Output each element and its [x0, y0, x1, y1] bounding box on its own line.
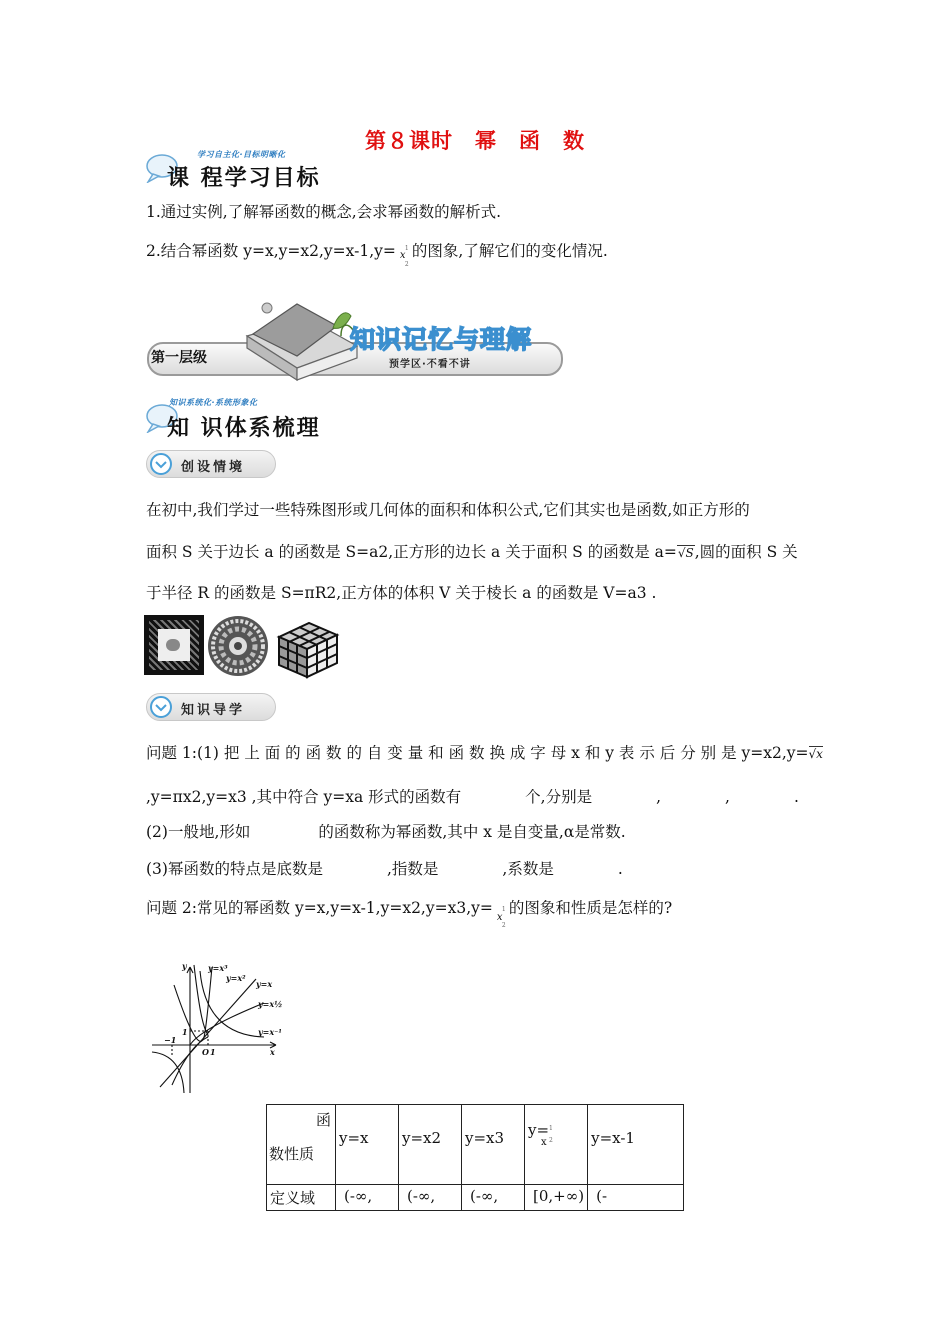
q1-exponent: ,指数是: [386, 860, 439, 878]
properties-table: [266, 1104, 684, 1211]
level-banner: [145, 296, 563, 382]
comma: ,: [656, 788, 662, 806]
pill-situation: [146, 450, 276, 478]
q1-line-3-text: (2)一般地,形如: [146, 823, 251, 841]
section-subtitle: 学习自主化·目标明晰化: [197, 150, 286, 159]
table-cell: (-: [588, 1185, 684, 1211]
table-cell: (-∞,: [462, 1185, 525, 1211]
power-half-expression: [396, 241, 412, 268]
intro-line-2-end: ,圆的面积 S 关: [694, 543, 798, 561]
q1-line-4-text: (3)幂函数的特点是底数是: [146, 860, 323, 878]
power-half-expression: [493, 898, 509, 929]
frac-num: 1: [549, 1125, 553, 1132]
intro-line-3: 于半径 R 的函数是 S=πR2,正方体的体积 V 关于棱长 a 的函数是 V=a3 .: [146, 584, 657, 602]
section-title: 课 程学习目标: [167, 166, 321, 191]
frac-den: 2: [501, 922, 506, 929]
power-base: x: [496, 912, 503, 923]
table-header-cell: [525, 1105, 588, 1185]
intro-line-2: [146, 542, 798, 563]
intro-line-2-text: 面积 S 关于边长 a 的函数是 S=a2,正方形的边长 a 关于面积 S 的函数是 a=: [146, 543, 677, 561]
label-y-x2: y=x²: [226, 973, 246, 983]
book-icon: [237, 296, 367, 382]
pill-label: 创设情境: [181, 460, 246, 475]
label-y-sqrt: y=x½: [258, 999, 283, 1009]
q1-line-1: [146, 743, 823, 764]
comma: ,: [725, 788, 730, 806]
period: .: [793, 788, 799, 806]
label-y-x3: y=x³: [208, 963, 228, 973]
goal-1: 1.通过实例,了解幂函数的概念,会求幂函数的解析式.: [146, 203, 502, 221]
chevron-down-icon: [149, 452, 173, 476]
pill-label: 知识导学: [181, 703, 246, 718]
sqrt-x-expression: √x: [808, 747, 823, 761]
goal-2: [146, 241, 608, 268]
y-one-label: 1: [182, 1027, 188, 1037]
table-header-cell: y=x-1: [588, 1105, 684, 1185]
corner-top: 函: [315, 1111, 331, 1129]
image-paper-cut: [144, 615, 204, 675]
neg-one-label: −1: [164, 1035, 177, 1045]
x-one-label: 1: [210, 1047, 216, 1057]
row-label: 定义域: [267, 1185, 336, 1211]
table-cell: [0,+∞): [525, 1185, 588, 1211]
table-cell: (-∞,: [336, 1185, 399, 1211]
q1-line-3-end: 的函数称为幂函数,其中 x 是自变量,α是常数.: [318, 823, 626, 841]
sqrt-s: S: [685, 546, 694, 560]
period: .: [617, 860, 623, 878]
q1-line-1-text: 问题 1:(1) 把 上 面 的 函 数 的 自 变 量 和 函 数 换 成 字 母 x 和 y 表 示 后 分 别 是 y=x2,y=: [146, 744, 809, 762]
page-title: 第８课时 幂 函 数: [365, 129, 585, 153]
power-base: x: [541, 1137, 547, 1148]
frac-num: 1: [404, 245, 409, 252]
q1-line-2-count: 个,分别是: [525, 788, 593, 806]
table-header-row: [267, 1105, 684, 1185]
origin-label: O: [202, 1047, 209, 1057]
chevron-down-icon: [149, 695, 173, 719]
intro-line-1: 在初中,我们学过一些特殊图形或几何体的面积和体积公式,它们其实也是函数,如正方形的: [146, 501, 750, 519]
label-y-x: y=x: [256, 979, 273, 989]
banner-subtitle: 预学区·不看不讲: [389, 359, 471, 370]
table-header-cell: y=x3: [462, 1105, 525, 1185]
power-base: x: [399, 250, 406, 261]
q1-line-2-text: ,y=πx2,y=x3 ,其中符合 y=xa 形式的函数有: [146, 788, 462, 806]
q2-line: [146, 898, 673, 929]
sqrt-x: x: [816, 747, 823, 761]
table-header-cell: y=x: [336, 1105, 399, 1185]
label-y-inverse: y=x⁻¹: [258, 1027, 282, 1037]
table-cell: (-∞,: [399, 1185, 462, 1211]
q1-line-3: [146, 822, 626, 842]
banner-title: 知识记忆与理解: [350, 325, 533, 354]
q1-coefficient: ,系数是: [502, 860, 554, 878]
goal-2-text-end: 的图象,了解它们的变化情况.: [411, 242, 608, 260]
q2-text: 问题 2:常见的幂函数 y=x,y=x-1,y=x2,y=x3,y=: [146, 899, 493, 917]
banner-level-label: 第一层级: [151, 350, 207, 366]
frac-den: 2: [549, 1137, 553, 1144]
section-header-knowledge: [145, 395, 325, 441]
image-rubiks-cube: [273, 617, 341, 679]
axis-y-label: y: [182, 961, 187, 971]
power-function-graph: [146, 957, 296, 1095]
q1-line-4: [146, 859, 623, 879]
table-header-cell: y=x2: [399, 1105, 462, 1185]
curve-y-sqrt: [190, 1003, 264, 1045]
header-sqrt-text: y=: [528, 1121, 550, 1139]
axis-x-label: x: [270, 1047, 275, 1057]
corner-bottom: 数性质: [269, 1145, 315, 1163]
q1-line-2: [146, 787, 799, 807]
frac-den: 2: [404, 261, 409, 268]
image-round-window: [207, 615, 269, 677]
table-corner-cell: [267, 1105, 336, 1185]
table-row: [267, 1185, 684, 1211]
q2-text-end: 的图象和性质是怎样的?: [508, 899, 673, 917]
section-header-learning-goals: [145, 147, 325, 189]
section-title: 知 识体系梳理: [167, 416, 321, 441]
frac-num: 1: [501, 906, 506, 913]
pill-guidance: [146, 693, 276, 721]
sqrt-s-expression: √S: [677, 546, 694, 560]
curve-y-inverse-left: [152, 1052, 184, 1093]
goal-2-text: 2.结合幂函数 y=x,y=x2,y=x-1,y=: [146, 242, 396, 260]
section-subtitle: 知识系统化·系统形象化: [169, 398, 258, 407]
